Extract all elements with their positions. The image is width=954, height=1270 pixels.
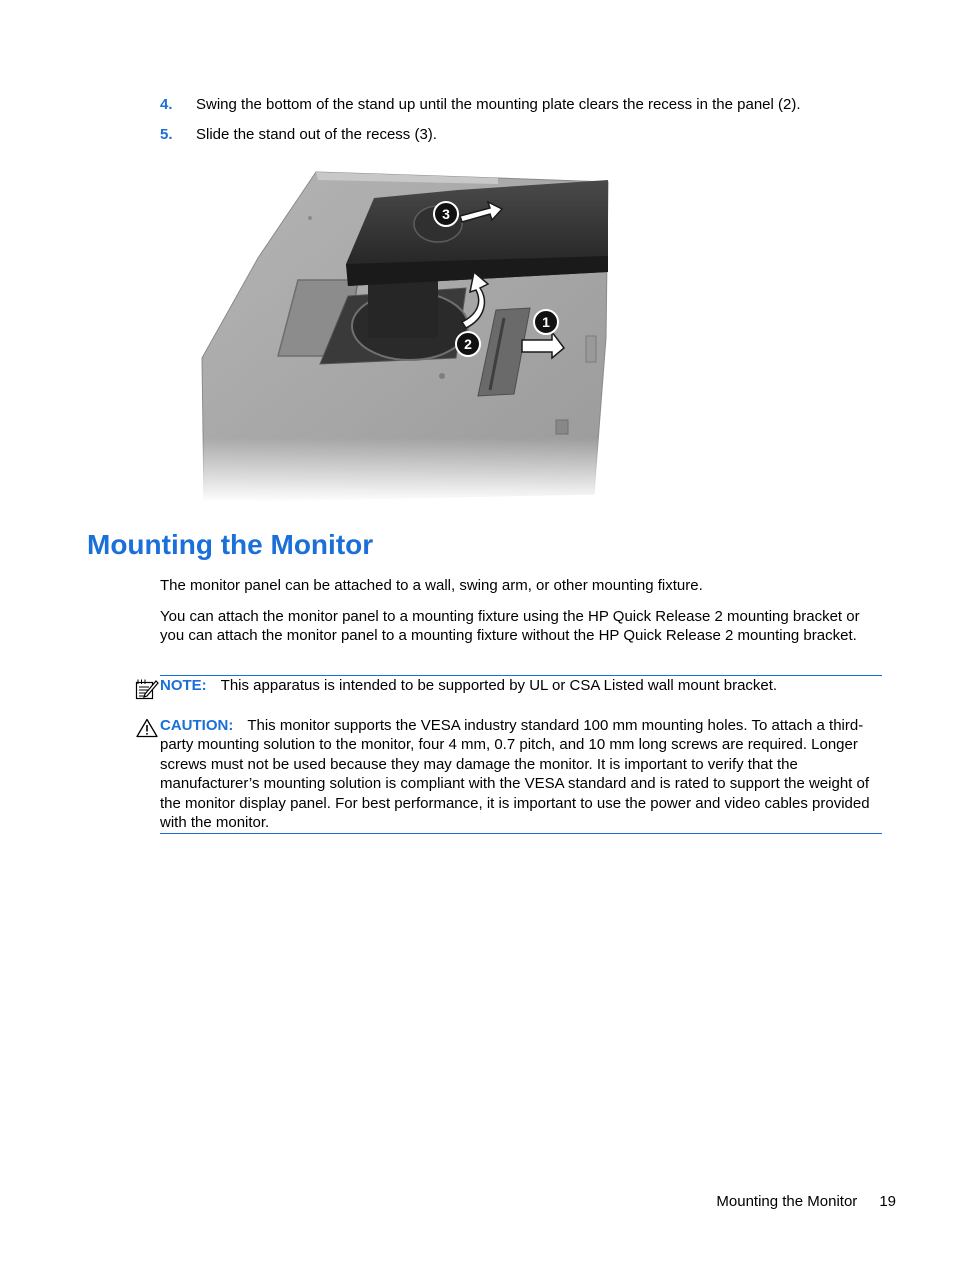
page-number: 19 — [879, 1193, 896, 1210]
step-number: 5. — [160, 126, 173, 143]
warning-triangle-icon — [136, 718, 158, 738]
callout-3-label: 3 — [442, 206, 450, 222]
section-title: Mounting the Monitor — [87, 529, 374, 560]
page-footer — [600, 1192, 896, 1211]
step-text: Slide the stand out of the recess (3). — [196, 126, 437, 143]
paragraph: You can attach the monitor panel to a mounting fixture using the HP Quick Release 2 mounting bracket or you can attach the monitor panel to a mounting fixture without the HP Quick Release 2 mounting bracket. — [160, 608, 860, 645]
note-box — [160, 676, 884, 695]
callout-3 — [434, 202, 458, 226]
stand-removal-illustration — [198, 168, 610, 502]
footer-section-title: Mounting the Monitor — [716, 1193, 858, 1210]
caution-box — [160, 716, 884, 832]
caution-bottom-rule — [160, 833, 882, 834]
callout-2 — [456, 332, 480, 356]
caution-label: CAUTION: — [160, 717, 234, 734]
callout-1 — [534, 310, 558, 334]
step-number: 4. — [160, 96, 173, 113]
callout-2-label: 2 — [464, 336, 472, 352]
callout-1-label: 1 — [542, 314, 550, 330]
note-text: This apparatus is intended to be supported by UL or CSA Listed wall mount bracket. — [220, 677, 778, 694]
note-label: NOTE: — [160, 677, 207, 694]
note-pad-icon — [135, 678, 159, 700]
paragraph: The monitor panel can be attached to a wall, swing arm, or other mounting fixture. — [160, 577, 703, 594]
step-text: Swing the bottom of the stand up until the mounting plate clears the recess in the panel (2). — [196, 96, 801, 113]
caution-text: This monitor supports the VESA industry standard 100 mm mounting holes. To attach a third-party mounting solution to the monitor, four 4 mm, 0.7 pitch, and 10 mm long screws are required. Longer screws must not be used because they may damage the monitor. It is important to verify that the manufacturer’s mounting solution is compliant with the VESA standard and is rated to support the weight of the monitor display panel. For best performance, it is important to use the power and video cables provided with the monitor. — [160, 717, 870, 832]
